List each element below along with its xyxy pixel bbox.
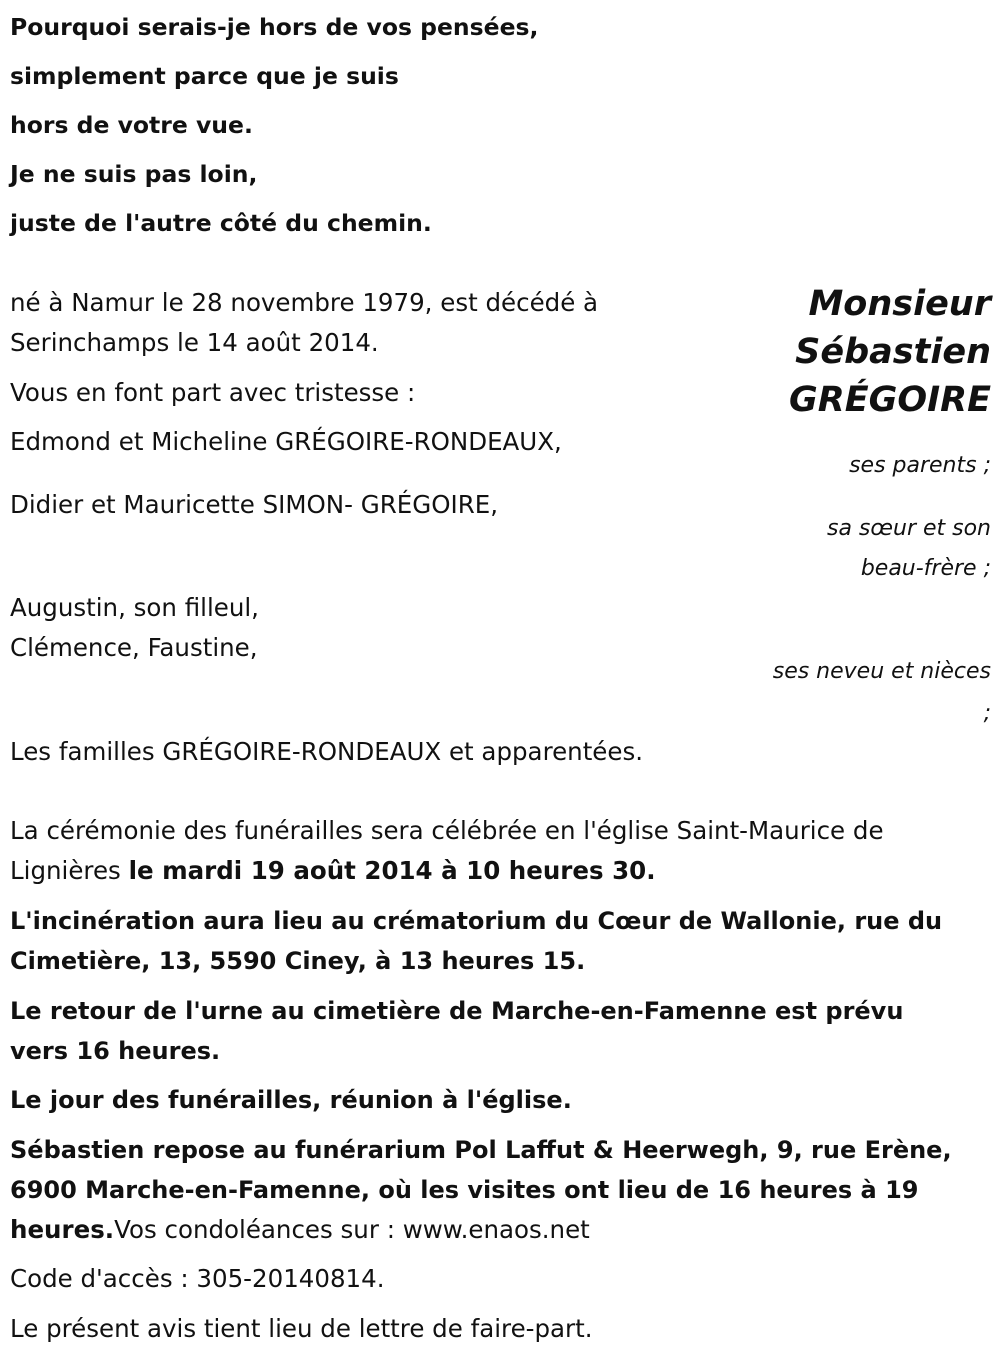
cremation-line-2: Cimetière, 13, 5590 Ciney, à 13 heures 15. <box>10 947 586 975</box>
sister-relation-2: beau-frère ; <box>860 556 991 581</box>
urn-line-1: Le retour de l'urne au cimetière de Marche-en-Famenne est prévu <box>10 997 904 1025</box>
access-code: Code d'accès : 305-20140814. <box>10 1264 385 1293</box>
ceremony-place: Lignières <box>10 856 129 885</box>
nieces: Clémence, Faustine, <box>10 633 258 662</box>
meeting-line: Le jour des funérailles, réunion à l'église. <box>10 1086 572 1114</box>
birth-death-line-2: Serinchamps le 14 août 2014. <box>10 328 379 357</box>
poem-line-1: Pourquoi serais-je hors de vos pensées, <box>10 13 539 41</box>
funeral-home-line-3 <box>10 1214 590 1246</box>
funeral-home-line-2: 6900 Marche-en-Famenne, où les visites ont lieu de 16 heures à 19 <box>10 1176 919 1204</box>
nephew-relation-2: ; <box>983 701 991 726</box>
deceased-title: Monsieur <box>808 284 991 324</box>
announce-text: Vous en font part avec tristesse : <box>10 378 416 407</box>
cremation-line-1: L'incinération aura lieu au crématorium du Cœur de Wallonie, rue du <box>10 907 943 935</box>
notice-line: Le présent avis tient lieu de lettre de faire-part. <box>10 1314 593 1343</box>
poem-line-4: Je ne suis pas loin, <box>10 160 258 188</box>
nephew-relation-1: ses neveu et nièces <box>772 659 991 684</box>
ceremony-line-2 <box>10 855 656 887</box>
visit-hours-end: heures. <box>10 1215 115 1244</box>
deceased-first-name: Sébastien <box>795 332 991 372</box>
sister-names: Didier et Mauricette SIMON- GRÉGOIRE, <box>10 490 499 519</box>
families-line: Les familles GRÉGOIRE-RONDEAUX et apparentées. <box>10 737 644 766</box>
parents-relation: ses parents ; <box>849 453 991 478</box>
ceremony-datetime: le mardi 19 août 2014 à 10 heures 30. <box>128 856 656 885</box>
parents-names: Edmond et Micheline GRÉGOIRE-RONDEAUX, <box>10 427 562 456</box>
sister-relation-1: sa sœur et son <box>826 516 991 541</box>
poem-line-2: simplement parce que je suis <box>10 62 399 90</box>
birth-death-line-1: né à Namur le 28 novembre 1979, est décédé à <box>10 288 599 317</box>
ceremony-line-1: La cérémonie des funérailles sera célébrée en l'église Saint-Maurice de <box>10 816 884 845</box>
godson: Augustin, son filleul, <box>10 593 259 622</box>
funeral-home-line-1: Sébastien repose au funérarium Pol Laffut & Heerwegh, 9, rue Erène, <box>10 1136 952 1164</box>
poem-line-3: hors de votre vue. <box>10 111 253 139</box>
urn-line-2: vers 16 heures. <box>10 1037 221 1065</box>
deceased-last-name: GRÉGOIRE <box>789 380 991 420</box>
condolences-link-text: Vos condoléances sur : www.enaos.net <box>114 1215 590 1244</box>
poem-line-5: juste de l'autre côté du chemin. <box>10 209 432 237</box>
